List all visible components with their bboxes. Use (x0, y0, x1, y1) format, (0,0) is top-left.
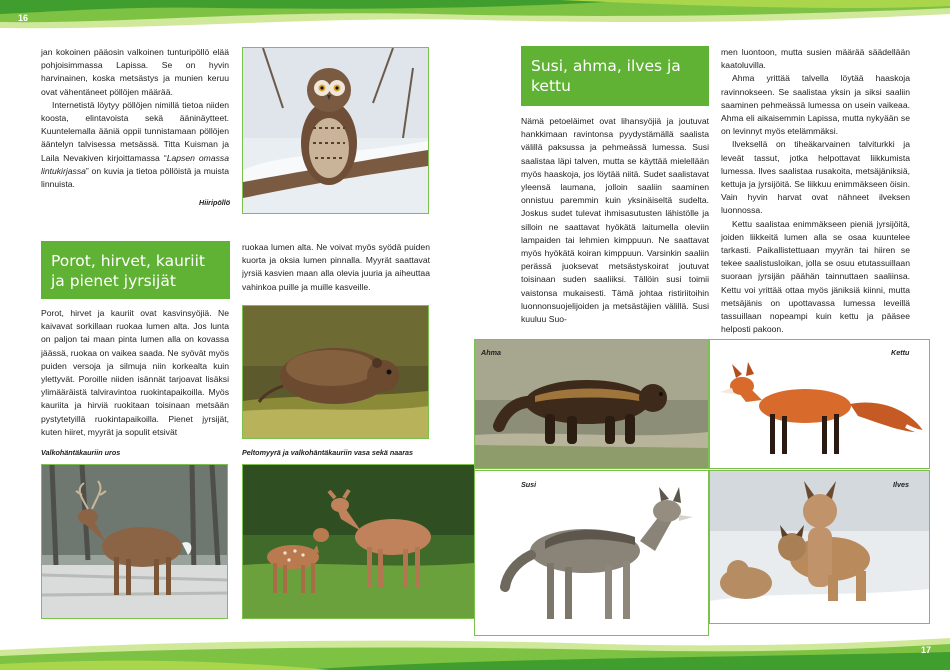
predators-section-heading: Susi, ahma, ilves ja kettu (521, 46, 709, 106)
bottom-band (0, 636, 950, 670)
vole-photo (242, 305, 429, 439)
book-title: Lapsen omassa lintukirjassa (41, 152, 229, 176)
predators-text-col1: Nämä petoeläimet ovat lihansyöjiä ja joutuvat hankkimaan ravintonsa pyydystämällä saalista välillä paksussa ja pehmeässä lumessa. Susi saalistaa läpi talven, mutta se käyttää mielellään myös haaskoja, jos löytää niitä. Sudet saalistavat yleensä laumana, jolloin saaliin saaminen onnistuu paremmin kuin yksinäiseltä sudelta. Joskus sudet tulevat ihmisasutusten lähistölle ja silloin ne saattavat hyökätä laitumella oleviin lampaiden tai lehmien kimppuun. Ne saattavat myös hyökätä koiran kimppuun. Varsinkin saaliin perässä juoksevat metsästyskoirat joutuvat toisinaan suden saaliiksi. Tällöin susi toimii vaistonsa mukaisesti. Tämä johtaa ristiriitoihin luonnonsuojelijoiden ja metsästäjien välillä. Susi kuuluu Suo- (521, 116, 709, 325)
wolf-photo (474, 470, 709, 636)
whitetail-buck-photo (41, 464, 228, 619)
lynx-caption: Ilves (893, 480, 909, 489)
wolf-caption: Susi (521, 480, 537, 489)
owl-text (41, 46, 229, 191)
left-page-number: 16 (18, 13, 29, 23)
owl-paragraph-2-a: Internetistä löytyy pöllöjen nimillä tietoa niiden koosta, elintavoista sekä ääninäytteet. Kuuntelemalla ääniä oppii tunnistamaan pöllöjen ääntelyn talvisessa metsässä. Titta Kuisman ja Laila Nevakiven kirjoittamassa “ (41, 99, 229, 163)
owl-paragraph-1: jan kokoinen pääosin valkoinen tunturipöllö elää pohjoisimmassa Lapissa. Se on hyvin harvinainen, koska metsästys ja munien keruu ovat vähentäneet pöllöjen määrää. (41, 47, 229, 97)
deer-section-heading: Porot, hirvet, kauriit ja pienet jyrsijät (41, 241, 230, 299)
deer-text-col1: Porot, hirvet ja kauriit ovat kasvinsyöjiä. Ne kaivavat sorkillaan ruokaa lumen alta. Jos lunta on paljon tai maan pinta lumen alla on kovassa jäässä, ruokaa on vaikea saada. Ne syövät myös puiden versoja ja silmuja niin korkealta kuin ylettyvät. Poroille niiden isännät tarjoavat lisäksi ylimääräistä talviravintoa ruokintapaikoilla. Myös kauriita ja hirviä ruokitaan toisinaan metsään pystytetyillä ruokintapaikoilla. Pienet jyrsijät, kuten hiiret, myyrät ja sopulit etsivät (41, 308, 229, 437)
owl-paragraph-2 (41, 99, 229, 191)
owl-photo (242, 47, 429, 214)
fox-caption: Kettu (891, 348, 910, 357)
predators-col2-p3: Ilveksellä on tiheäkarvainen talviturkki ja leveät tassut, jotka helpottavat liikkumista lumessa. Ilves saalistaa rusakoita, metsäjäniksiä, kettuja ja jyrsijöitä. Se liikkuu enimmäkseen öisin. Vain hyvin harvat ovat nähneet ilveksen luonnossa. (721, 139, 910, 216)
fawn-doe-photo (242, 464, 475, 619)
fawn-caption: Peltomyyrä ja valkohäntäkauriin vasa sekä naaras (242, 448, 414, 457)
predators-text-col2 (721, 46, 910, 336)
lynx-photo (709, 470, 930, 624)
right-page-number: 17 (921, 645, 932, 655)
whitetail-caption: Valkohäntäkauriin uros (41, 448, 121, 457)
predators-col2-p4: Kettu saalistaa enimmäkseen pieniä jyrsijöitä, joiden liikkeitä lumen alla se osaa kuuntelee tarkasti. Paikallistettuaan myyrän tai hiiren se tekee saalistusloikan, jolla se osuu etutassuillaan suoraan jyrsijän päähän tainnuttaen saaliinsa. Kettu voi yrittää ottaa myös jäniksiä kiinni, mutta metsäjänis on upottavassa lumessa leveillä tassuillaan nopeampi kuin kettu ja pääsee helposti pakoon. (721, 218, 910, 335)
deer-text-col2: ruokaa lumen alta. Ne voivat myös syödä puiden kuorta ja oksia lumen pinnalla. Myyrät saattavat jyrsiä kasvien maan alla olevia juuria ja aiheuttaa vahinkoa puille ja muille kasveille. (242, 242, 430, 292)
predators-col2-p2: Ahma yrittää talvella löytää haaskoja ravinnokseen. Se saalistaa yksin ja siksi saaliin saaminen pehmeässä lumessa on usein vaikeaa. Ahma eli aikaisemmin Lapissa, mutta nykyään se on levinnyt myös etelämmäksi. (721, 73, 910, 137)
owl-caption: Hiiripöllö (199, 198, 231, 207)
predators-col2-p1: men luontoon, mutta susien määrää säädellään kaatoluvilla. (721, 47, 910, 71)
top-band (0, 0, 950, 30)
fox-photo (709, 339, 930, 469)
wolverine-photo (474, 339, 709, 469)
owl-paragraph-2-b: ” on kuvia ja tietoa pöllöistä ja muista linnuista. (41, 165, 229, 190)
wolverine-caption: Ahma (481, 348, 501, 357)
